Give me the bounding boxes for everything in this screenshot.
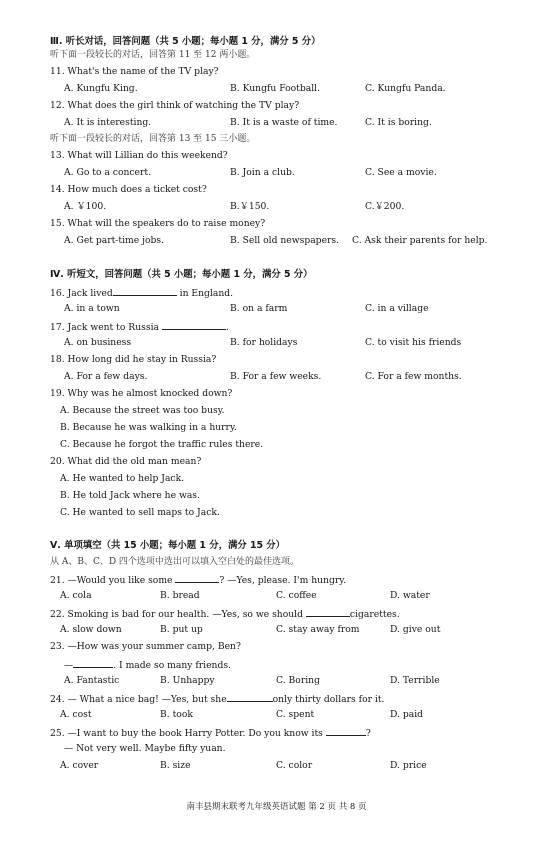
question-19-option-b: B. Because he was walking in a hurry.	[60, 422, 237, 433]
question-13-option-b: B. Join a club.	[230, 167, 295, 178]
question-25-option-b: B. size	[160, 760, 191, 771]
question-23-dash: —	[64, 660, 74, 671]
question-14-option-b: B.￥150.	[230, 201, 270, 212]
question-13-option-c: C. See a movie.	[365, 167, 437, 178]
question-25-stem: 25. —I want to buy the book Harry Potter. Do you know its	[50, 728, 323, 739]
question-24-option-b: B. took	[160, 709, 193, 720]
question-22-option-a: A. slow down	[60, 624, 122, 635]
question-25-reply: — Not very well. Maybe fifty yuan.	[64, 743, 226, 754]
question-21-end: ? —Yes, please. I'm hungry.	[219, 575, 347, 586]
section-5-heading: Ⅴ. 单项填空（共 15 小题；每小题 1 分，满分 15 分）	[50, 540, 286, 551]
question-25-option-a: A. cover	[60, 760, 99, 771]
question-20-option-a: A. He wanted to help Jack.	[60, 473, 185, 484]
question-17-stem: 17. Jack went to Russia	[50, 322, 159, 333]
question-17-end: .	[225, 322, 229, 333]
section-4-heading: Ⅳ. 听短文，回答问题（共 5 小题；每小题 1 分，满分 5 分）	[50, 269, 313, 280]
question-21-option-c: C. coffee	[276, 590, 317, 601]
question-13-option-a: A. Go to a concert.	[64, 167, 151, 178]
question-18-option-b: B. For a few weeks.	[230, 371, 322, 382]
question-12-option-c: C. It is boring.	[365, 117, 432, 128]
question-21-option-a: A. cola	[60, 590, 92, 601]
question-23-option-c: C. Boring	[276, 675, 320, 686]
answer-blank	[306, 607, 350, 617]
question-21	[50, 573, 346, 587]
section-3-instruction-1: 听下面一段较长的对话，回答第 11 至 12 两小题。	[50, 50, 256, 60]
question-18-option-a: A. For a few days.	[64, 371, 148, 382]
question-24-end: only thirty dollars for it.	[272, 694, 385, 705]
question-19-option-a: A. Because the street was too busy.	[60, 405, 225, 416]
question-17-option-b: B. for holidays	[230, 337, 298, 348]
answer-blank	[326, 726, 366, 736]
question-23-option-d: D. Terrible	[390, 675, 440, 686]
question-20-option-b: B. He told Jack where he was.	[60, 490, 200, 501]
question-17	[50, 320, 229, 334]
question-14-option-c: C.￥200.	[365, 201, 405, 212]
question-22-option-c: C. stay away from	[276, 624, 360, 635]
question-22-end: cigarettes.	[349, 609, 400, 620]
answer-blank	[162, 320, 226, 330]
question-25-end: ?	[365, 728, 371, 739]
question-21-stem: 21. —Would you like some	[50, 575, 173, 586]
question-20-option-c: C. He wanted to sell maps to Jack.	[60, 507, 220, 518]
question-20: 20. What did the old man mean?	[50, 456, 202, 467]
question-24-option-a: A. cost	[60, 709, 92, 720]
question-19-option-c: C. Because he forgot the traffic rules there.	[60, 439, 264, 450]
question-18: 18. How long did he stay in Russia?	[50, 354, 217, 365]
answer-blank	[73, 658, 113, 668]
question-22-stem: 22. Smoking is bad for our health. —Yes, so we should	[50, 609, 303, 620]
question-24	[50, 692, 384, 706]
question-12: 12. What does the girl think of watching the TV play?	[50, 100, 300, 111]
question-11-option-a: A. Kungfu King.	[64, 83, 138, 94]
question-16-option-c: C. in a village	[365, 303, 429, 314]
question-15-option-b: B. Sell old newspapers.	[230, 235, 340, 246]
section-3-instruction-2: 听下面一段较长的对话，回答第 13 至 15 三小题。	[50, 134, 256, 144]
question-12-option-a: A. It is interesting.	[64, 117, 152, 128]
question-12-option-b: B. It is a waste of time.	[230, 117, 338, 128]
question-17-option-c: C. to visit his friends	[365, 337, 462, 348]
question-19: 19. Why was he almost knocked down?	[50, 388, 233, 399]
question-14: 14. How much does a ticket cost?	[50, 184, 207, 195]
question-23: 23. —How was your summer camp, Ben?	[50, 641, 241, 652]
question-22-option-d: D. give out	[390, 624, 441, 635]
question-23-option-a: A. Fantastic	[64, 675, 120, 686]
question-14-option-a: A. ￥100.	[64, 201, 107, 212]
section-5-instruction: 从 A、B、C、D 四个选项中选出可以填入空白处的最佳选项。	[50, 557, 299, 567]
question-18-option-c: C. For a few months.	[365, 371, 462, 382]
question-25-option-c: C. color	[276, 760, 313, 771]
question-25	[50, 726, 371, 740]
question-24-option-d: D. paid	[390, 709, 424, 720]
question-13: 13. What will Lillian do this weekend?	[50, 150, 228, 161]
question-23-reply	[64, 658, 231, 672]
question-23-end: . I made so many friends.	[113, 660, 231, 671]
question-16-option-b: B. on a farm	[230, 303, 288, 314]
section-3-heading: Ⅲ. 听长对话，回答问题（共 5 小题；每小题 1 分，满分 5 分）	[50, 36, 321, 47]
page-footer: 南丰县期末联考九年级英语试题 第 2 页 共 8 页	[186, 802, 367, 812]
question-15-option-c: C. Ask their parents for help.	[352, 235, 488, 246]
question-16-stem: 16. Jack lived	[50, 288, 113, 299]
answer-blank	[113, 286, 177, 296]
question-23-option-b: B. Unhappy	[160, 675, 215, 686]
question-16	[50, 286, 233, 300]
question-22	[50, 607, 400, 621]
question-21-option-b: B. bread	[160, 590, 200, 601]
answer-blank	[175, 573, 219, 583]
question-22-option-b: B. put up	[160, 624, 203, 635]
question-15: 15. What will the speakers do to raise money?	[50, 218, 266, 229]
question-11: 11. What's the name of the TV play?	[50, 66, 219, 77]
question-11-option-b: B. Kungfu Football.	[230, 83, 320, 94]
question-16-end: in England.	[179, 288, 234, 299]
question-21-option-d: D. water	[390, 590, 430, 601]
answer-blank	[227, 692, 273, 702]
question-17-option-a: A. on business	[64, 337, 132, 348]
question-11-option-c: C. Kungfu Panda.	[365, 83, 446, 94]
question-16-option-a: A. in a town	[64, 303, 120, 314]
question-24-option-c: C. spent	[276, 709, 315, 720]
question-24-stem: 24. — What a nice bag! —Yes, but she	[50, 694, 227, 705]
question-15-option-a: A. Get part-time jobs.	[64, 235, 165, 246]
question-25-option-d: D. price	[390, 760, 427, 771]
